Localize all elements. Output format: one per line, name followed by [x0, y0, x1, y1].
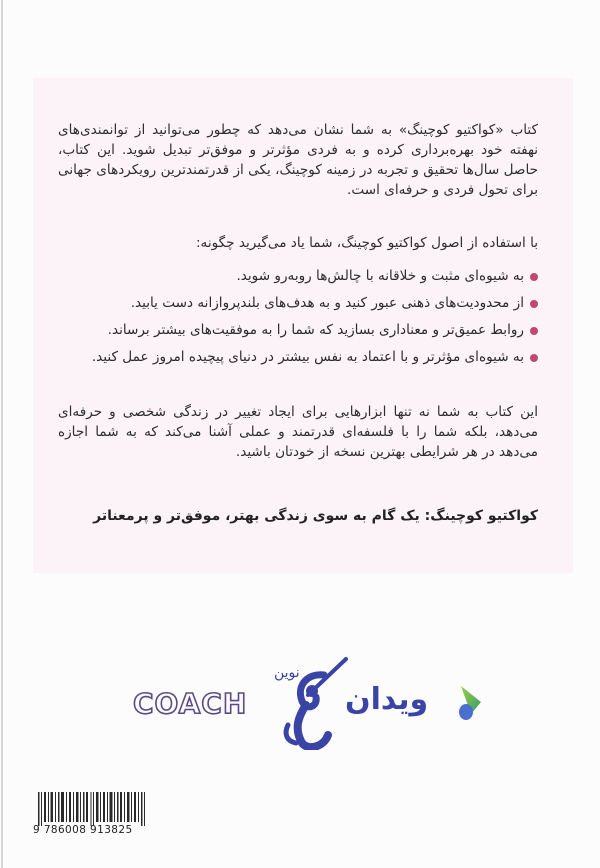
description-paragraph-1: کتاب «کواکتیو کوچینگ» به شما نشان می‌دهد که چطور می‌توانید از توانمندی‌های نهفته خود بهره‌برداری کرده و به فردی مؤثرتر و موفق‌تر تبدیل شوید. این کتاب، حاصل سال‌ها تحقیق و تجربه در زمینه کوچینگ، یکی از قدرتمندترین رویکردهای جهانی برای تحول فردی و حرفه‌ای است. [58, 122, 538, 198]
vidan-arrow-icon [457, 684, 483, 722]
negah-small-text: نوین [274, 665, 300, 681]
benefits-list [58, 266, 538, 374]
bullet-dot-icon [530, 273, 538, 281]
publisher-logos [0, 650, 600, 750]
list-item [58, 347, 538, 374]
coach-logo: COACH [133, 687, 248, 720]
list-item-text: به شیوه‌ای مؤثرتر و با اعتماد به نفس بیشتر در دنیای پیچیده امروز عمل کنید. [91, 349, 524, 365]
vidan-logo-text: ویدان [345, 682, 429, 717]
bullet-dot-icon [530, 354, 538, 362]
list-item [58, 266, 538, 293]
learn-intro: با استفاده از اصول کواکتیو کوچینگ، شما یاد می‌گیرید چگونه: [195, 235, 538, 251]
isbn-number: 9 786008 913825 [33, 824, 133, 836]
vidan-logo [345, 680, 485, 725]
description-paragraph-2: این کتاب به شما نه تنها ابزارهایی برای ایجاد تغییر در زندگی شخصی و حرفه‌ای می‌دهد، بلکه شما را با فلسفه‌ای قدرتمند و عملی آشنا می‌کند که به شما اجازه می‌دهد در هر شرایطی بهترین نسخه از خودتان باشید. [58, 404, 538, 460]
list-item-text: از محدودیت‌های ذهنی عبور کنید و به هدف‌های بلندپروازانه دست یابید. [130, 295, 524, 311]
bullet-dot-icon [530, 327, 538, 335]
list-item-text: روابط عمیق‌تر و معناداری بسازید که شما را به موفقیت‌های بیشتر برساند. [107, 322, 524, 338]
list-item [58, 320, 538, 347]
bullet-dot-icon [530, 300, 538, 308]
list-item-text: به شیوه‌ای مثبت و خلاقانه با چالش‌ها روبه‌رو شوید. [236, 268, 524, 284]
isbn-barcode [33, 792, 153, 840]
barcode-bars-icon [38, 792, 148, 826]
tagline: کواکتیو کوچینگ: یک گام به سوی زندگی بهتر، موفق‌تر و پرمعناتر [93, 508, 538, 524]
list-item [58, 293, 538, 320]
